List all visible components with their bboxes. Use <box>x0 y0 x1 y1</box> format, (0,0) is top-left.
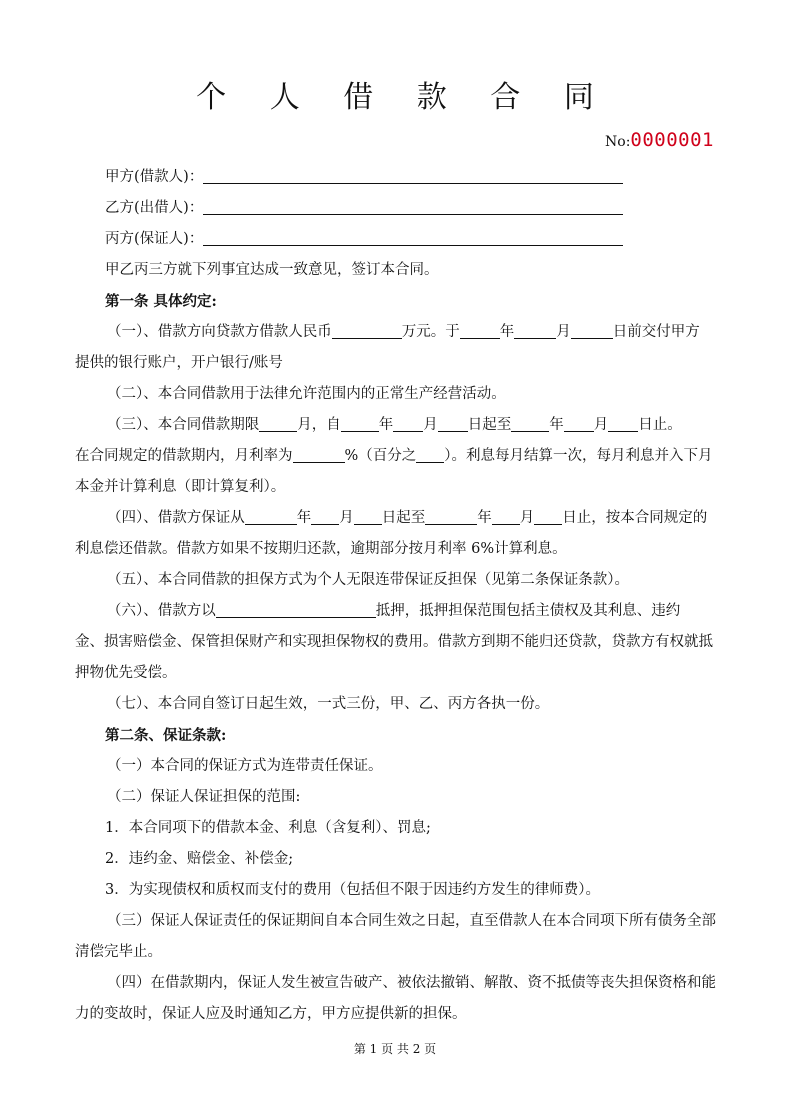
clause-2-3: （三）保证人保证责任的保证期间自本合同生效之日起，直至借款人在本合同项下所有债务全部 <box>107 913 716 929</box>
blank <box>259 414 297 432</box>
text: （三）、本合同借款期限 <box>107 417 260 433</box>
blank <box>571 321 613 339</box>
text: （六）、借款方以 <box>107 603 216 619</box>
clause-1-4 <box>105 503 717 534</box>
blank <box>564 414 594 432</box>
clause-2-3-cont: 清偿完毕止。 <box>75 944 162 960</box>
clause-2-4-cont: 力的变故时，保证人应及时通知乙方，甲方应提供新的担保。 <box>75 1006 467 1022</box>
blank <box>245 507 297 525</box>
blank <box>492 507 520 525</box>
clause-1-7: （七）、本合同自签订日起生效，一式三份，甲、乙、丙方各执一份。 <box>107 696 550 712</box>
blank <box>341 414 379 432</box>
blank <box>332 321 402 339</box>
party-borrower <box>105 162 717 193</box>
party-label: 甲方(借款人)： <box>105 169 204 185</box>
text: 年 <box>499 324 515 340</box>
clause-1-4-cont: 利息偿还借款。借款方如果不按期归还款，逾期部分按月利率 6%计算利息。 <box>75 541 567 557</box>
text: 年 <box>378 417 394 433</box>
blank <box>393 414 423 432</box>
text: 年 <box>549 417 564 433</box>
clause-1-6-cont: 金、损害赔偿金、保管担保财产和实现担保物权的费用。借款方到期不能归还贷款，贷款方有权就抵 <box>75 634 713 650</box>
blank <box>216 600 376 618</box>
clause-1-3 <box>105 410 717 441</box>
clause-2-4: （四）在借款期内，保证人发生被宣告破产、被依法撤销、解散、资不抵债等丧失担保资格和能 <box>107 975 716 991</box>
scope-item-3: 3．为实现债权和质权而支付的费用（包括但不限于因违约方发生的律师费）。 <box>105 882 600 898</box>
text: 日起至 <box>467 417 512 433</box>
party-fill-line <box>203 165 623 184</box>
clause-1-1-cont: 提供的银行账户，开户银行/账号 <box>75 355 283 371</box>
text: 日止，按本合同规定的 <box>562 510 708 526</box>
text: 日前交付甲方 <box>612 324 700 340</box>
clause-1-5: （五）、本合同借款的担保方式为个人无限连带保证反担保（见第二条保证条款）。 <box>107 572 629 588</box>
blank <box>293 445 345 463</box>
party-label: 乙方(出借人)： <box>105 200 204 216</box>
blank <box>511 414 549 432</box>
article2-heading: 第二条、保证条款: <box>105 727 227 744</box>
clause-1-2: （二）、本合同借款用于法律允许范围内的正常生产经营活动。 <box>107 386 506 402</box>
party-label: 丙方(保证人)： <box>105 231 204 247</box>
page-footer: 第 1 页 共 2 页 <box>353 1042 437 1056</box>
blank <box>534 507 562 525</box>
scope-item-2: 2．违约金、赔偿金、补偿金; <box>105 851 294 867</box>
clause-1-1 <box>105 317 717 348</box>
clause-2-1: （一）本合同的保证方式为连带责任保证。 <box>107 758 383 774</box>
text: %（百分之 <box>344 448 417 464</box>
text: ）。利息每月结算一次，每月利息并入下月 <box>444 448 713 464</box>
blank <box>416 445 444 463</box>
contract-body <box>75 162 717 1030</box>
party-fill-line <box>203 227 623 246</box>
party-fill-line <box>203 196 623 215</box>
contract-number-value: 0000001 <box>630 129 714 151</box>
contract-number-label: No: <box>605 134 631 150</box>
blank <box>311 507 339 525</box>
text: 日止。 <box>638 417 682 433</box>
text: 月 <box>423 417 438 433</box>
blank <box>354 507 382 525</box>
party-guarantor <box>105 224 717 255</box>
blank <box>425 507 477 525</box>
blank <box>608 414 638 432</box>
blank <box>438 414 468 432</box>
text: 抵押，抵押担保范围包括主债权及其利息、违约 <box>375 603 681 619</box>
scope-item-1: 1．本合同项下的借款本金、利息（含复利）、罚息; <box>105 820 431 836</box>
text: 月，自 <box>297 417 341 433</box>
clause-1-3-cont2: 本金并计算利息（即计算复利）。 <box>75 479 286 495</box>
text: 月 <box>593 417 609 433</box>
text: 日起至 <box>381 510 426 526</box>
blank <box>460 321 500 339</box>
text: 年 <box>477 510 492 526</box>
clause-1-6-cont2: 押物优先受偿。 <box>75 665 177 681</box>
text: 年 <box>296 510 312 526</box>
text: 月 <box>339 510 354 526</box>
party-lender <box>105 193 717 224</box>
text: （四）、借款方保证从 <box>107 510 245 526</box>
clause-1-3-cont <box>75 441 717 472</box>
blank <box>514 321 556 339</box>
clause-2-2: （二）保证人保证担保的范围: <box>107 789 301 805</box>
clause-1-6 <box>105 596 717 627</box>
text: 月 <box>556 324 571 340</box>
intro-text: 甲乙丙三方就下列事宜达成一致意见，签订本合同。 <box>105 262 439 278</box>
text: 月 <box>519 510 535 526</box>
text: （一）、借款方向贷款方借款人民币 <box>107 324 332 340</box>
text: 在合同规定的借款期内，月利率为 <box>75 448 293 464</box>
text: 万元。于 <box>401 324 460 340</box>
contract-number <box>605 128 714 154</box>
document-title: 个 人 借 款 合 同 <box>196 80 611 115</box>
article1-heading: 第一条 具体约定: <box>105 293 217 310</box>
